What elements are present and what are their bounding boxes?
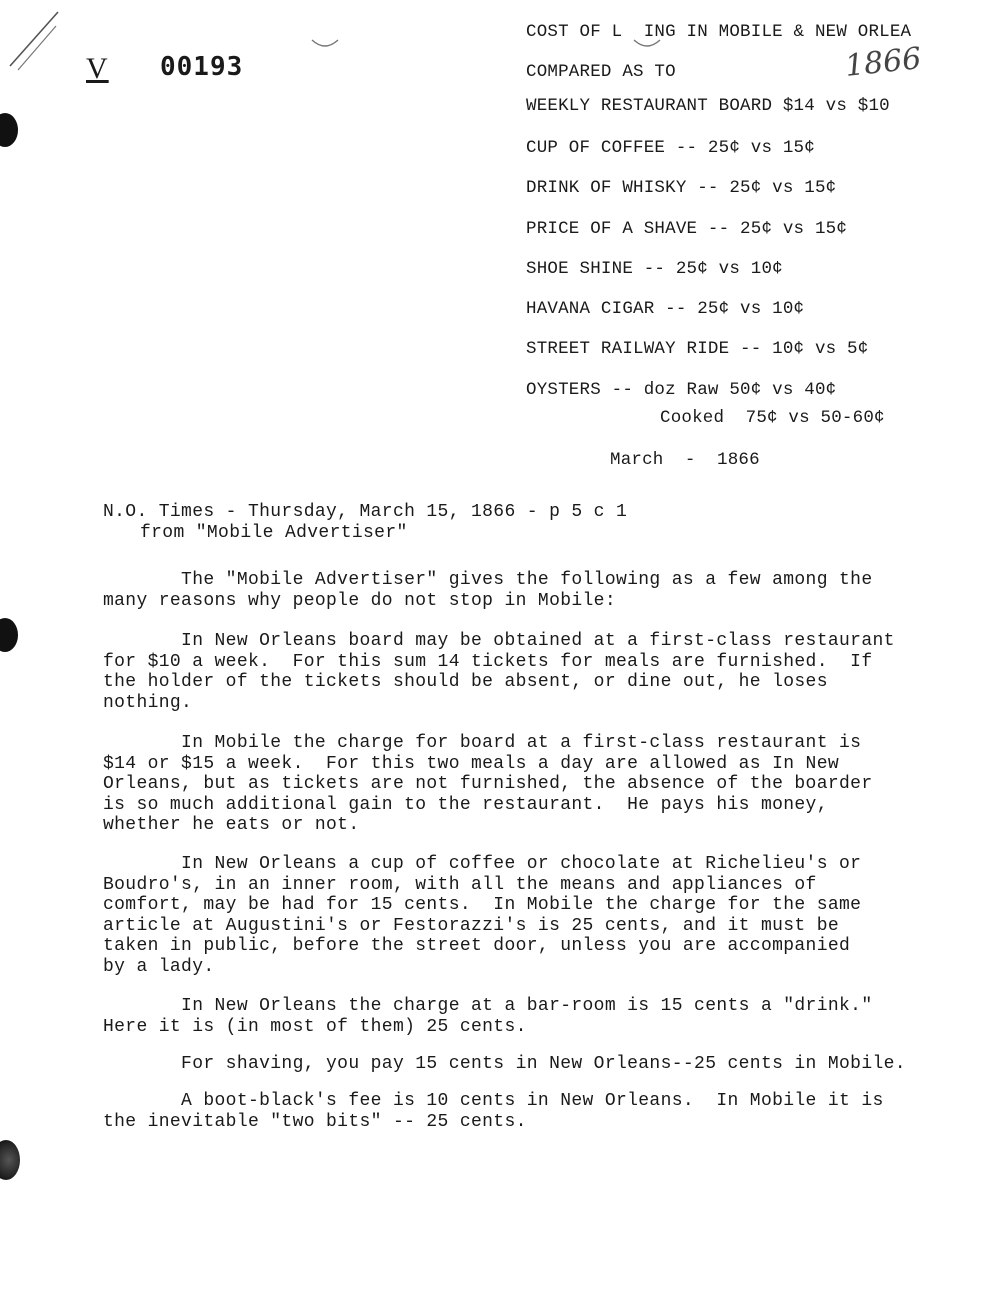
summary-title-line-2: COMPARED AS TO: [526, 62, 676, 82]
paragraph-7-line-2: the inevitable "two bits" -- 25 cents.: [103, 1111, 527, 1132]
roman-numeral: V: [86, 52, 109, 85]
summary-date: March - 1866: [610, 450, 760, 470]
paragraph-3-line-2: $14 or $15 a week. For this two meals a day are allowed as In New: [103, 753, 840, 774]
punch-hole-middle: [0, 618, 18, 652]
summary-item-oysters-raw: OYSTERS -- doz Raw 50¢ vs 40¢: [526, 380, 837, 400]
paragraph-1-line-2: many reasons why people do not stop in Mobile:: [103, 590, 616, 611]
paragraph-2-line-2: for $10 a week. For this sum 14 tickets for meals are furnished. If: [103, 651, 873, 672]
paragraph-6-line-1: For shaving, you pay 15 cents in New Orleans--25 cents in Mobile.: [103, 1054, 906, 1074]
paragraph-3-line-5: whether he eats or not.: [103, 815, 360, 835]
faint-arc-mark: [310, 36, 340, 52]
paragraph-4-line-6: by a lady.: [103, 956, 215, 977]
paragraph-4-line-5: taken in public, before the street door, unless you are accompanied: [103, 936, 851, 956]
paragraph-2-line-4: nothing.: [103, 692, 193, 713]
paragraph-3-line-4: is so much additional gain to the restaurant. He pays his money,: [103, 794, 828, 815]
paragraph-4-line-2: Boudro's, in an inner room, with all the means and appliances of: [103, 874, 817, 895]
summary-item-board: WEEKLY RESTAURANT BOARD $14 vs $10: [526, 96, 890, 116]
punch-hole-top: [0, 113, 18, 147]
summary-item-whisky: DRINK OF WHISKY -- 25¢ vs 15¢: [526, 178, 837, 198]
pen-scratch-mark: [8, 8, 68, 78]
summary-item-shoe-shine: SHOE SHINE -- 25¢ vs 10¢: [526, 259, 783, 279]
paragraph-3-line-1: In Mobile the charge for board at a first-class restaurant is: [103, 733, 862, 753]
source-citation-line-2: from "Mobile Advertiser": [140, 523, 408, 543]
summary-item-shave: PRICE OF A SHAVE -- 25¢ vs 15¢: [526, 219, 848, 239]
summary-item-oysters-cooked: Cooked 75¢ vs 50-60¢: [660, 408, 885, 428]
paragraph-4-line-4: article at Augustini's or Festorazzi's is 25 cents, and it must be: [103, 915, 840, 936]
paragraph-2-line-1: In New Orleans board may be obtained at a first-class restaurant: [103, 631, 895, 651]
handwritten-year: 1866: [843, 41, 923, 84]
summary-item-railway: STREET RAILWAY RIDE -- 10¢ vs 5¢: [526, 339, 869, 359]
paragraph-2-line-3: the holder of the tickets should be absent, or dine out, he loses: [103, 672, 828, 692]
paragraph-7-line-1: A boot-black's fee is 10 cents in New Orleans. In Mobile it is: [103, 1091, 884, 1111]
summary-item-coffee: CUP OF COFFEE -- 25¢ vs 15¢: [526, 138, 815, 158]
paragraph-1-line-1: The "Mobile Advertiser" gives the following as a few among the: [103, 570, 873, 590]
summary-item-cigar: HAVANA CIGAR -- 25¢ vs 10¢: [526, 299, 805, 319]
source-citation-line-1: N.O. Times - Thursday, March 15, 1866 - p 5 c 1: [103, 502, 628, 522]
paragraph-5-line-2: Here it is (in most of them) 25 cents.: [103, 1016, 527, 1037]
paragraph-3-line-3: Orleans, but as tickets are not furnished, the absence of the boarder: [103, 774, 873, 794]
paragraph-5-line-1: In New Orleans the charge at a bar-room is 15 cents a "drink.": [103, 996, 873, 1016]
punch-hole-bottom: [0, 1140, 20, 1180]
paragraph-4-line-1: In New Orleans a cup of coffee or chocolate at Richelieu's or: [103, 854, 862, 874]
summary-title-line-1: COST OF L ING IN MOBILE & NEW ORLEA: [526, 22, 912, 42]
document-number: 00193: [160, 52, 244, 82]
paragraph-4-line-3: comfort, may be had for 15 cents. In Mobile the charge for the same: [103, 895, 862, 915]
